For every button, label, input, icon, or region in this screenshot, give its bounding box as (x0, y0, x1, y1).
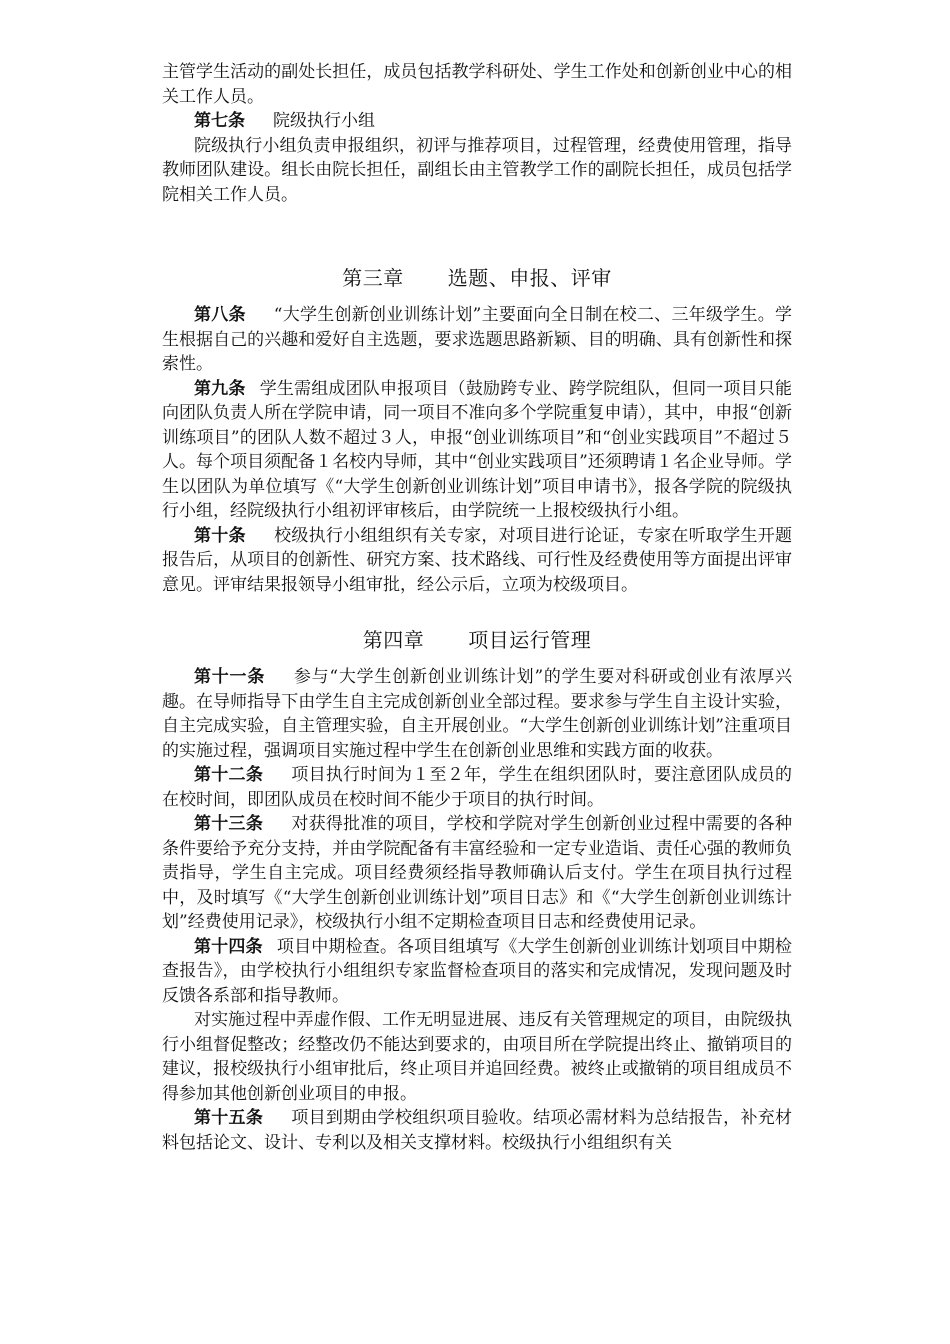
article-label: 第十五条 (194, 1108, 264, 1128)
article-label: 第十四条 (194, 936, 263, 957)
article-label: 第七条 (194, 111, 245, 131)
paragraph-text: 项目到期由学校组织项目验收。结项必需材料为总结报告，补充材料包括论文、设计、专利以及相关支撑材料。校级执行小组组织有关 (162, 1108, 793, 1153)
article-label: 第九条 (194, 378, 246, 399)
article-15 (162, 1106, 792, 1155)
article-label: 第十一条 (194, 667, 266, 687)
article-label: 第十二条 (194, 765, 264, 785)
chapter-title: 选题、申报、评审 (447, 266, 612, 290)
paragraph-text: 项目中期检查。各项目组填写《大学生创新创业训练计划项目中期检查报告》，由学校执行小组组织专家监督检查项目的落实和完成情况，发现问题及时反馈各系部和指导教师。 (162, 936, 793, 1006)
paragraph-text: 项目执行时间为１至２年，学生在组织团队时，要注意团队成员的在校时间，即团队成员在校时间不能少于项目的执行时间。 (162, 765, 793, 810)
article-14-para-2 (162, 1008, 792, 1106)
article-title: 院级执行小组 (273, 111, 375, 131)
paragraph-text: 主管学生活动的副处长担任，成员包括教学科研处、学生工作处和创新创业中心的相关工作人员。 (162, 62, 792, 107)
paragraph-text: 对获得批准的项目，学校和学院对学生创新创业过程中需要的各种条件要给予充分支持，并由学院配备有丰富经验和一定专业造诣、责任心强的教师负责指导，学生自主完成。项目经费须经指导教师确认后支付。学生在项目执行过程中，及时填写《“大学生创新创业训练计划”项目日志》和《“大学生创新创业训练计划”经费使用记录》，校级执行小组不定期检查项目日志和经费使用记录。 (162, 814, 793, 932)
chapter-number: 第四章 (362, 628, 425, 652)
paragraph-continuation (162, 60, 792, 109)
article-label: 第十条 (194, 525, 246, 546)
chapter-3-heading (162, 265, 792, 291)
article-8 (162, 303, 792, 377)
paragraph-text: 对实施过程中弄虚作假、工作无明显进展、违反有关管理规定的项目，由院级执行小组督促整改；经整改仍不能达到要求的，由项目所在学院提出终止、撤销项目的建议，报校级执行小组审批后，终止项目并追回经费。被终止或撤销的项目组成员不得参加其他创新创业项目的申报。 (162, 1010, 792, 1104)
article-7-heading (162, 109, 792, 134)
chapter-4-heading (162, 627, 792, 653)
article-12 (162, 763, 792, 812)
paragraph-text: 院级执行小组负责申报组织，初评与推荐项目，过程管理，经费使用管理，指导教师团队建设。组长由院长担任，副组长由主管教学工作的副院长担任，成员包括学院相关工作人员。 (162, 135, 792, 205)
article-9 (162, 377, 792, 524)
paragraph-text: “大学生创新创业训练计划”主要面向全日制在校二、三年级学生。学生根据自己的兴趣和爱好自主选题，要求选题思路新颖、目的明确、具有创新性和探索性。 (162, 305, 793, 374)
chapter-number: 第三章 (342, 266, 404, 290)
article-11 (162, 665, 792, 763)
article-10 (162, 524, 792, 598)
paragraph-text: 参与“大学生创新创业训练计划”的学生要对科研或创业有浓厚兴趣。在导师指导下由学生自主完成创新创业全部过程。要求参与学生自主设计实验，自主完成实验，自主管理实验，自主开展创业。“大学生创新创业训练计划”注重项目的实施过程，强调项目实施过程中学生在创新创业思维和实践方面的收获。 (162, 667, 792, 761)
paragraph-text: 校级执行小组组织有关专家，对项目进行论证，专家在听取学生开题报告后，从项目的创新性、研究方案、技术路线、可行性及经费使用等方面提出评审意见。评审结果报领导小组审批，经公示后，立项为校级项目。 (162, 525, 793, 595)
paragraph-text: 学生需组成团队申报项目（鼓励跨专业、跨学院组队，但同一项目只能向团队负责人所在学院申请，同一项目不准向多个学院重复申请），其中，申报“创新训练项目”的团队人数不超过３人，申报“创业训练项目”和“创业实践项目”不超过５人。每个项目须配备１名校内导师，其中“创业实践项目”还须聘请１名企业导师。学生以团队为单位填写《“大学生创新创业训练计划”项目申请书》，报各学院的院级执行小组，经院级执行小组初评审核后，由学院统一上报校级执行小组。 (162, 378, 793, 521)
article-label: 第十三条 (194, 814, 264, 834)
article-7-body (162, 134, 792, 208)
article-14 (162, 935, 792, 1009)
article-label: 第八条 (194, 305, 246, 325)
article-13 (162, 812, 792, 935)
chapter-title: 项目运行管理 (468, 628, 592, 652)
